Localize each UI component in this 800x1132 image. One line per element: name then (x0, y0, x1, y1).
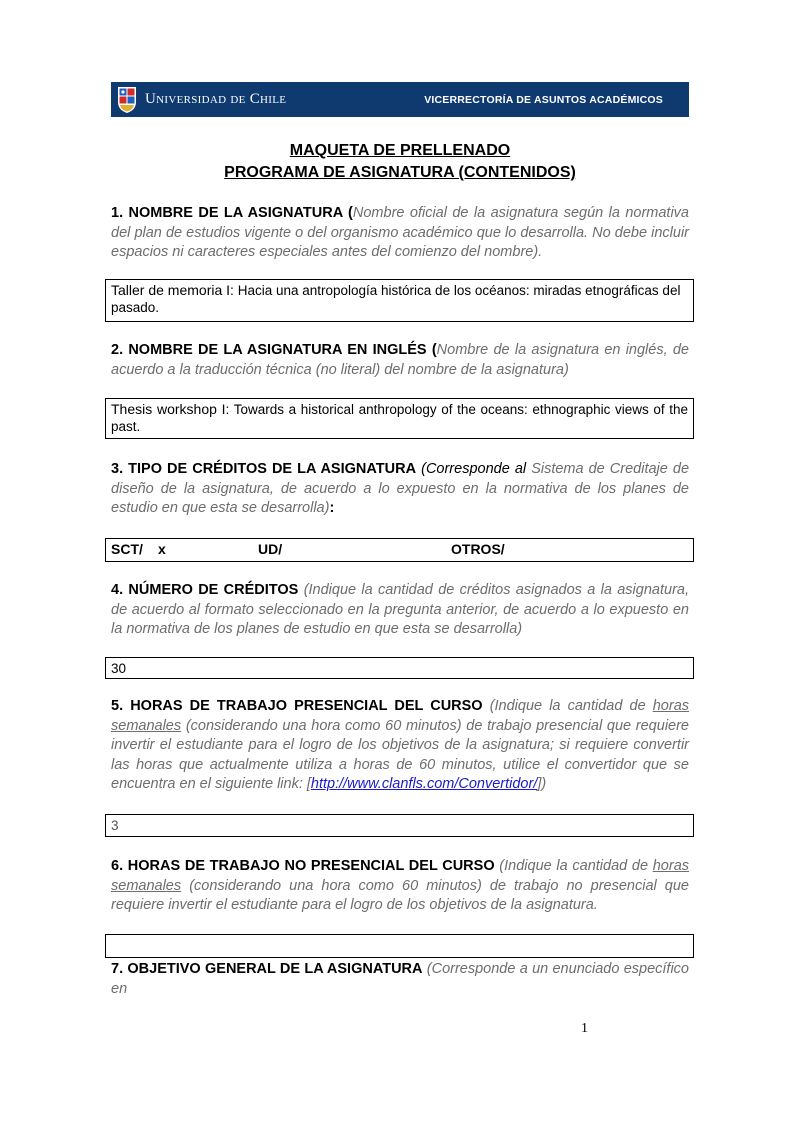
presential-hours-box[interactable] (105, 814, 694, 837)
course-name-lead: Taller de memoria I: (111, 282, 234, 298)
header-banner (111, 82, 689, 117)
sct-label: SCT/ (111, 541, 143, 557)
section-2-answer-box[interactable] (105, 398, 694, 439)
section-1-answer-box[interactable] (105, 279, 694, 322)
doc-title-line1: MAQUETA DE PRELLENADO (289, 142, 511, 159)
presential-hours-value: 3 (111, 818, 119, 833)
section-3: 3. TIPO DE CRÉDITOS DE LA ASIGNATURA (Corresponde al Sistema de Creditaje de diseño de la asignatura, de acuerdo a lo expuesto en la normativa de los planes de estudio en que esta se desarrolla): (111, 461, 690, 516)
section-4 (111, 581, 689, 640)
section-6-description: (considerando una hora como 60 minutos) de trabajo no presencial que requiere invertir el estudiante para el logro de los objetivos de la asignatura. (111, 877, 689, 913)
section-5-heading: 5. HORAS DE TRABAJO PRESENCIAL DEL CURSO (111, 698, 483, 714)
page-number: 1 (581, 1021, 588, 1036)
non-presential-hours-box[interactable] (105, 934, 694, 958)
section-6-heading: 6. HORAS DE TRABAJO NO PRESENCIAL DEL CURSO (111, 858, 495, 874)
section-7-description: (Corresponde a un enunciado específico en (111, 961, 689, 997)
section-7-heading: 7. OBJETIVO GENERAL DE LA ASIGNATURA (111, 961, 423, 977)
credit-type-box[interactable] (105, 538, 694, 562)
section-5-description: (considerando una hora como 60 minutos) de trabajo presencial que requiere invertir el estudiante para el logro de los objetivos de la asignatura; si requiere convertir las horas que actualmente utiliza a horas de 60 minutos, utilice el convertidor que se encuentra en el siguiente link: [ (111, 717, 689, 792)
sct-mark: x (158, 541, 166, 557)
otros-label: OTROS/ (451, 541, 505, 557)
credits-answer-box[interactable] (105, 657, 694, 679)
section-5: 5. HORAS DE TRABAJO PRESENCIAL DEL CURSO (Indique la cantidad de horas semanales (considerando una hora como 60 minutos) de trabajo presencial que requiere invertir el estudiante para el logro de los objetivos de la asignatura; si requiere convertir las horas que actualmente utiliza a horas de 60 minutos, utilice el convertidor que se encuentra en el siguiente link: [http://www.clanfls.com/Convertidor/]) (111, 698, 690, 792)
office-name: VICERRECTORÍA DE ASUNTOS ACADÉMICOS (424, 93, 663, 106)
converter-link[interactable]: http://www.clanfls.com/Convertidor/ (310, 776, 538, 792)
section-2: 2. NOMBRE DE LA ASIGNATURA EN INGLÉS (Nombre de la asignatura en inglés, de acuerdo a la traducción técnica (no literal) del nombre de la asignatura) (111, 342, 689, 378)
section-1-heading: 1. NOMBRE DE LA ASIGNATURA (111, 205, 343, 221)
english-name-rest: Towards a historical anthropology of the oceans: ethnographic views of the past. (111, 402, 688, 434)
section-3-description: Sistema de Creditaje de diseño de la asignatura, de acuerdo a lo expuesto en la normativa de los planes de estudio en que esta se desarrolla) (111, 461, 690, 516)
course-name-rest: Hacia una antropología histórica de los océanos: miradas etnográficas del pasado. (111, 283, 681, 315)
english-name-lead: Thesis workshop I: (111, 401, 230, 417)
section-4-heading: 4. NÚMERO DE CRÉDITOS (111, 582, 299, 598)
section-6: 6. HORAS DE TRABAJO NO PRESENCIAL DEL CURSO (Indique la cantidad de horas semanales (considerando una hora como 60 minutos) de trabajo no presencial que requiere invertir el estudiante para el logro de los objetivos de la asignatura. (111, 858, 690, 913)
section-1-description: Nombre oficial de la asignatura según la normativa del plan de estudios vigente o del organismo académico que lo desarrolla. No debe incluir espacios ni caracteres especiales antes del comienzo del nombre). (111, 205, 689, 260)
section-4-description: (Indique la cantidad de créditos asignados a la asignatura, de acuerdo al formato seleccionado en la pregunta anterior, de acuerdo a lo expuesto en la normativa de los planes de estudio en que esta se desarrolla) (111, 582, 689, 637)
section-7 (111, 960, 689, 999)
university-crest-icon (117, 86, 137, 114)
section-1: 1. NOMBRE DE LA ASIGNATURA (Nombre oficial de la asignatura según la normativa del plan de estudios vigente o del organismo académico que lo desarrolla. No debe incluir espacios ni caracteres especiales antes del comienzo del nombre). (111, 205, 689, 260)
section-2-description: Nombre de la asignatura en inglés, de acuerdo a la traducción técnica (no literal) del nombre de la asignatura) (111, 342, 689, 378)
doc-title-line2: PROGRAMA DE ASIGNATURA (CONTENIDOS) (224, 164, 576, 181)
section-2-heading: 2. NOMBRE DE LA ASIGNATURA EN INGLÉS (111, 342, 427, 358)
credits-value: 30 (111, 661, 127, 676)
university-name: Universidad de Chile (145, 91, 287, 107)
ud-label: UD/ (258, 541, 283, 557)
section-3-heading: 3. TIPO DE CRÉDITOS DE LA ASIGNATURA (111, 461, 417, 477)
